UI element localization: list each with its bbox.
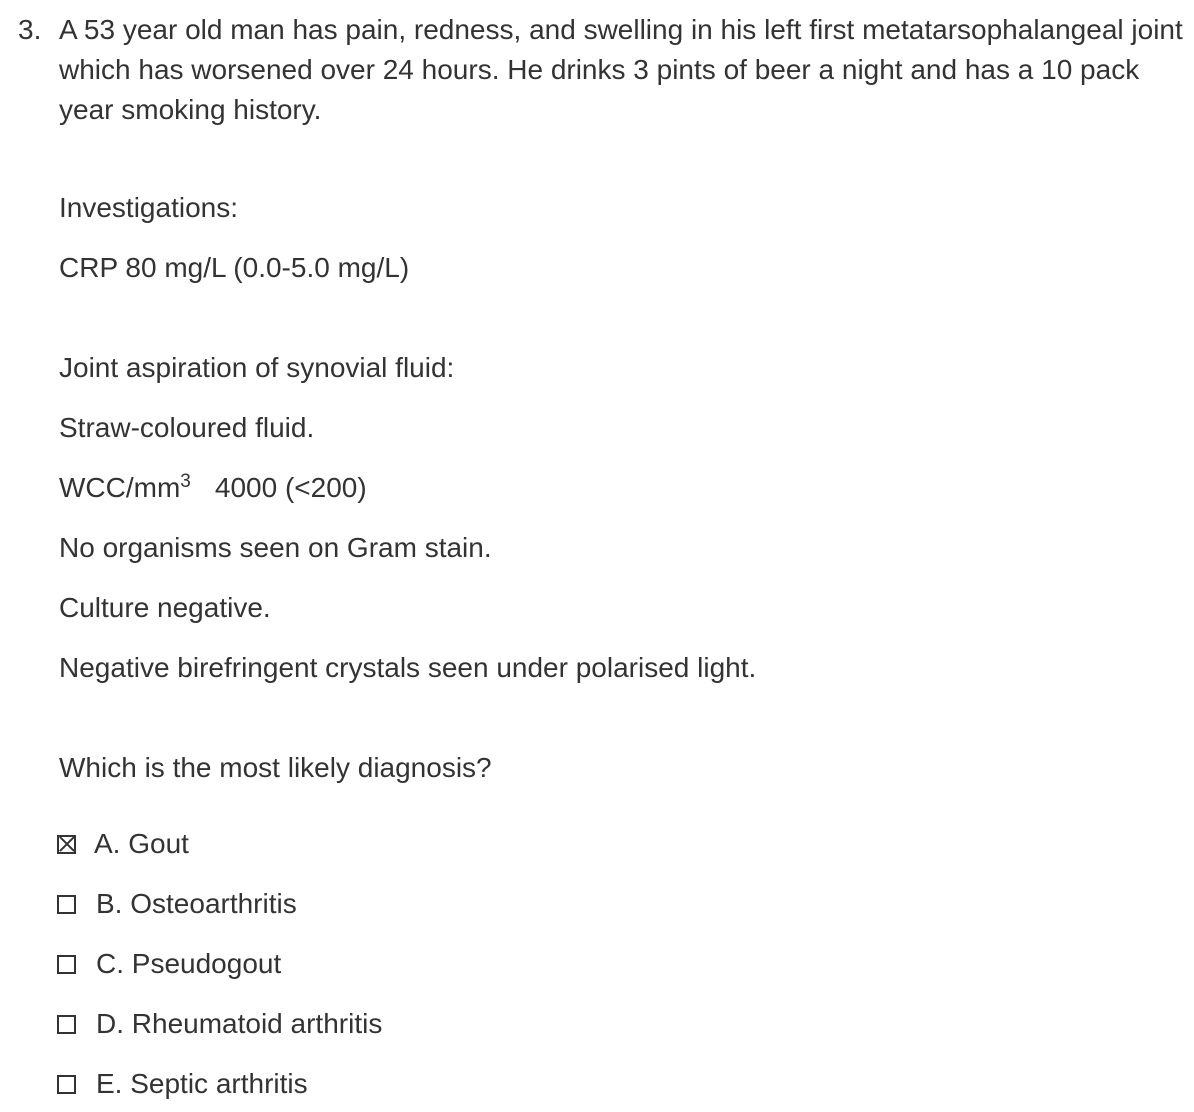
aspiration-heading: Joint aspiration of synovial fluid: (59, 352, 455, 383)
option-b[interactable] (57, 884, 297, 924)
option-e-label: E. Septic arthritis (96, 1068, 308, 1099)
culture-result: Culture negative. (59, 592, 271, 623)
gram-stain-result: No organisms seen on Gram stain. (59, 532, 492, 563)
wcc-value: 4000 (<200) (214, 472, 367, 503)
option-c-label: C. Pseudogout (96, 948, 282, 979)
investigations-heading: Investigations: (59, 192, 238, 223)
option-a-label: A. Gout (94, 828, 189, 859)
option-c-checkbox[interactable] (57, 955, 76, 974)
wcc-superscript: 3 (180, 471, 191, 492)
option-c[interactable] (57, 944, 281, 984)
crp-result: CRP 80 mg/L (0.0-5.0 mg/L) (59, 252, 410, 283)
option-a[interactable] (57, 824, 189, 864)
wcc-result (59, 468, 367, 508)
question-stem: A 53 year old man has pain, redness, and swelling in his left first metatarsophalangeal joint which has worsened over 24 hours. He drinks 3 pints of beer a night and has a 10 pack year smoking history. (59, 14, 1183, 125)
option-e-checkbox[interactable] (57, 1075, 76, 1094)
option-e[interactable] (57, 1064, 308, 1104)
option-d-checkbox[interactable] (57, 1015, 76, 1034)
option-d-label: D. Rheumatoid arthritis (96, 1008, 383, 1039)
question-number: 3. (18, 14, 42, 45)
question-prompt: Which is the most likely diagnosis? (59, 752, 492, 783)
option-d[interactable] (57, 1004, 382, 1044)
crystals-result: Negative birefringent crystals seen under polarised light. (59, 652, 757, 683)
option-a-checkbox[interactable] (57, 835, 76, 854)
fluid-appearance: Straw-coloured fluid. (59, 412, 315, 443)
option-b-label: B. Osteoarthritis (96, 888, 297, 919)
wcc-label-text: WCC/mm (59, 472, 181, 503)
wcc-label (59, 472, 191, 503)
option-b-checkbox[interactable] (57, 895, 76, 914)
